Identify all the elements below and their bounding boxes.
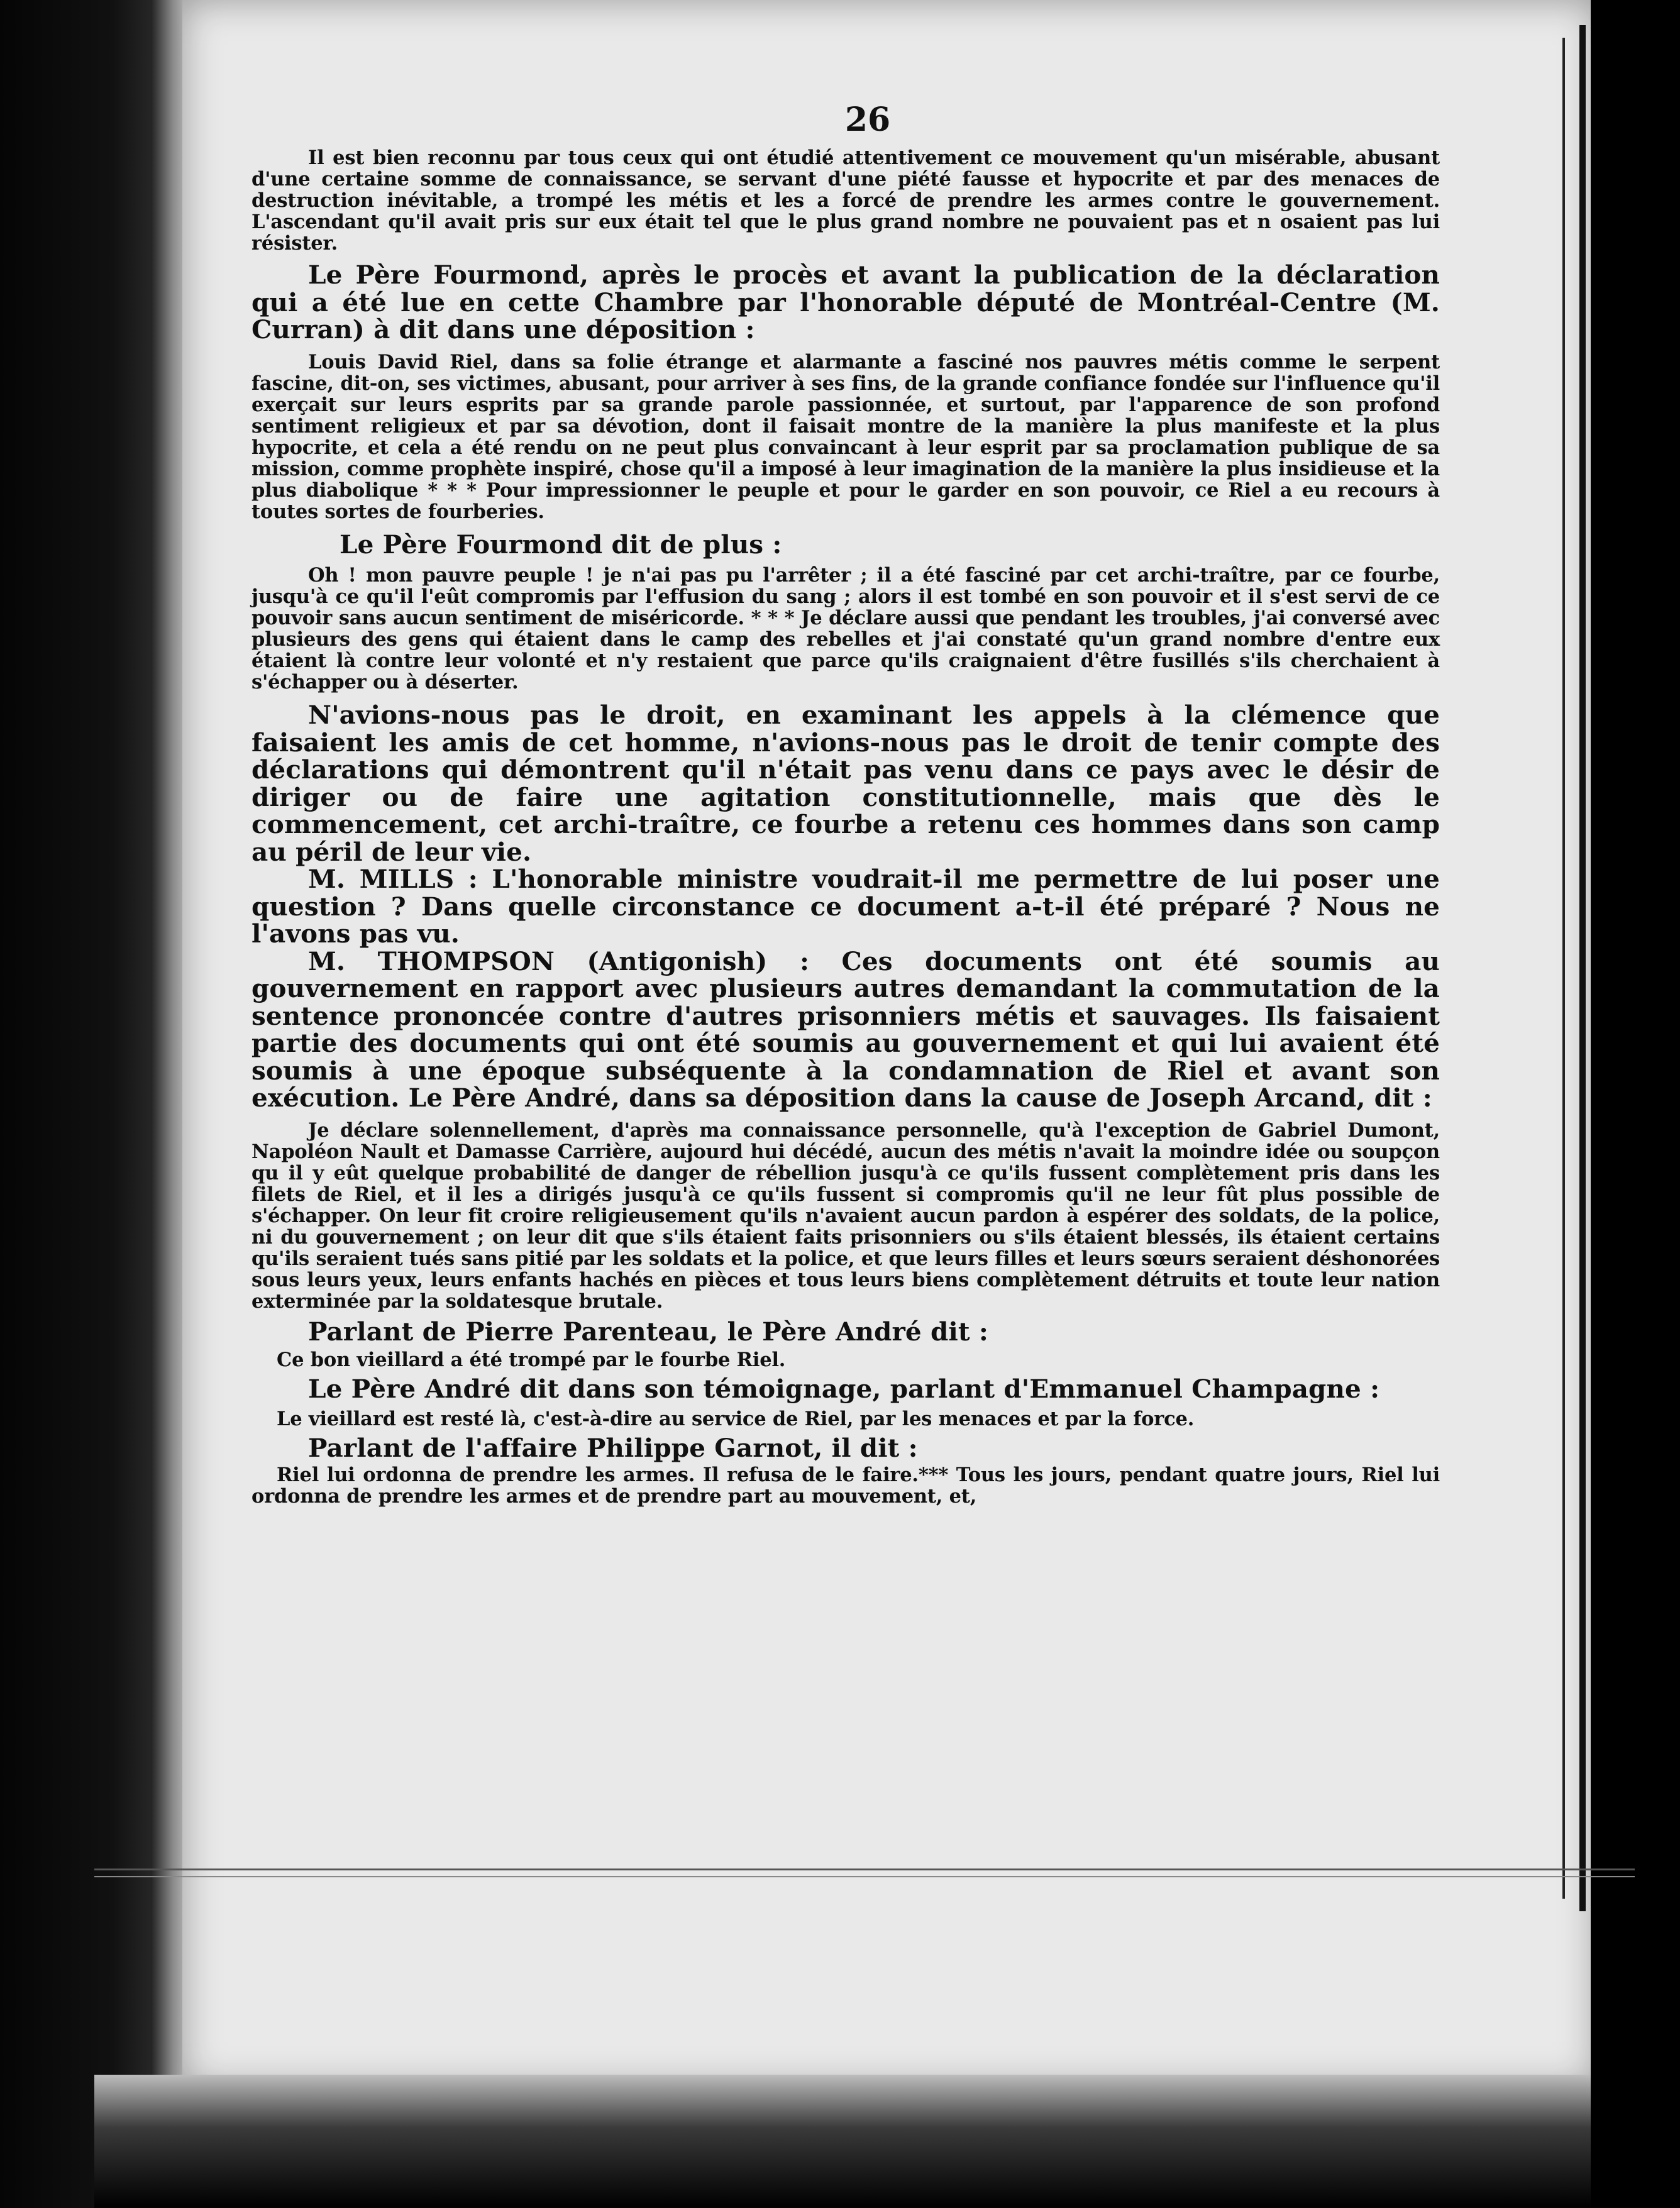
paragraph-parenteau: Parlant de Pierre Parenteau, le Père André dit :	[308, 1316, 988, 1347]
fold-line	[94, 1869, 1635, 1870]
quote-champagne: Le vieillard est resté là, c'est-à-dire au service de Riel, par les menaces et par la force.	[277, 1407, 1195, 1430]
fold-line-secondary	[94, 1876, 1635, 1877]
paragraph-garnot: Parlant de l'affaire Philippe Garnot, il dit :	[308, 1432, 918, 1463]
quote-garnot: Riel lui ordonna de prendre les armes. Il refusa de le faire.*** Tous les jours, pendant quatre jours, Riel lui ordonna de prendre les armes et de prendre part au mouvement, et,	[251, 1464, 1440, 1508]
page-edge-line	[1562, 38, 1565, 1899]
quote-fourmond-2: Oh ! mon pauvre peuple ! je n'ai pas pu l'arrêter ; il a été fasciné par cet archi-traître, par ce fourbe, jusqu'à ce qu'il l'eût compromis par l'effusion du sang ; alors il est tombé en son pouvoir et il s'est servi de ce pouvoir sans aucun sentiment de miséricorde. * * * Je déclare aussi que pendant les troubles, j'ai conversé avec plusieurs des gens qui étaient dans le camp des rebelles et j'ai constaté qu'un grand nombre d'entre eux étaient là contre leur volonté et n'y restaient que parce qu'ils craignaient d'être fusillés s'ils cherchaient à s'échapper ou à déserter.	[251, 564, 1440, 693]
page-bottom-shadow	[94, 2075, 1603, 2208]
page-binding-rule	[1579, 25, 1586, 1911]
quote-parenteau: Ce bon vieillard a été trompé par le fourbe Riel.	[277, 1349, 786, 1371]
paragraph-fourmond-intro: Le Père Fourmond, après le procès et avant la publication de la déclaration qui a été lue en cette Chambre par l'honorable député de Montréal-Centre (M. Curran) à dit dans une déposition :	[251, 260, 1440, 345]
quote-fourmond-1: Louis David Riel, dans sa folie étrange et alarmante a fasciné nos pauvres métis comme le serpent fascine, dit-on, ses victimes, abusant, pour arriver à ses fins, de la grande confiance fondée sur l'influence qu'il exerçait sur leurs esprits par sa grande parole passionnée, et surtout, par l'apparence de son profond sentiment religieux et par sa dévotion, dont il faisait montre de la manière la plus manifeste et la plus hypocrite, et cela a été rendu on ne peut plus convaincant à leur esprit par sa proclamation publique de sa mission, comme prophète inspiré, chose qu'il a imposé à leur imagination de la manière la plus insidieuse et la plus diabolique * * * Pour impressionner le peuple et pour le garder en son pouvoir, ce Riel a eu recours à toutes sortes de fourberies.	[251, 350, 1440, 523]
paragraph-clemency: N'avions-nous pas le droit, en examinant les appels à la clémence que faisaient les amis de cet homme, n'avions-nous pas le droit de tenir compte des déclarations qui démontrent qu'il n'était pas venu dans ce pays avec le désir de diriger ou de faire une agitation constitutionnelle, mais que dès le commencement, cet archi-traître, ce fourbe a retenu ces hommes dans son camp au péril de leur vie.	[251, 700, 1440, 867]
quote-andre-arcand: Je déclare solennellement, d'après ma connaissance personnelle, qu'à l'exception de Gabriel Dumont, Napoléon Nault et Damasse Carrière, aujourd hui décédé, aucun des métis n'avait la moindre idée ou soupçon qu il y eût quelque probabilité de danger de rébellion jusqu'à ce qu'ils fussent complètement pris dans les filets de Riel, et il les a dirigés jusqu'à ce qu'ils fussent si compromis qu'il ne leur fût plus possible de s'échapper. On leur fit croire religieusement qu'ils n'avaient aucun pardon à espérer des soldats, de la police, ni du gouvernement ; on leur dit que s'ils étaient faits prisonniers ou s'ils étaient blessés, ils étaient certains qu'ils seraient tués sans pitié par les soldats et la police, et que leurs filles et leurs sœurs seraient déshonorées sous leurs yeux, leurs enfants hachés en pièces et tous leurs biens complètement détruits et toute leur nation exterminée par la soldatesque brutale.	[251, 1118, 1440, 1313]
page-number: 26	[844, 101, 891, 139]
paragraph-champagne: Le Père André dit dans son témoignage, parlant d'Emmanuel Champagne :	[308, 1374, 1380, 1404]
page-content	[251, 94, 1440, 1507]
paragraph-intro: Il est bien reconnu par tous ceux qui ont étudié attentivement ce mouvement qu'un misérable, abusant d'une certaine somme de connaissance, se servant d'une piété fausse et hypocrite et par des menaces de destruction inévitable, a trompé les métis et les a forcé de prendre les armes contre le gouvernement. L'ascendant qu'il avait pris sur eux était tel que le plus grand nombre ne pouvaient pas et n osaient pas lui résister.	[251, 146, 1440, 255]
paragraph-thompson: M. THOMPSON (Antigonish) : Ces documents ont été soumis au gouvernement en rapport avec plusieurs autres demandant la commutation de la sentence prononcée contre d'autres prisonniers métis et sauvages. Ils faisaient partie des documents qui ont été soumis au gouvernement et qui lui avaient été soumis à une époque subséquente à la condamnation de Riel et avant son exécution. Le Père André, dans sa déposition dans la cause de Joseph Arcand, dit :	[251, 946, 1440, 1113]
paragraph-fourmond-more: Le Père Fourmond dit de plus :	[340, 529, 782, 560]
paragraph-mills: M. MILLS : L'honorable ministre voudrait-il me permettre de lui poser une question ? Dans quelle circonstance ce document a-t-il été préparé ? Nous ne l'avons pas vu.	[251, 864, 1440, 949]
